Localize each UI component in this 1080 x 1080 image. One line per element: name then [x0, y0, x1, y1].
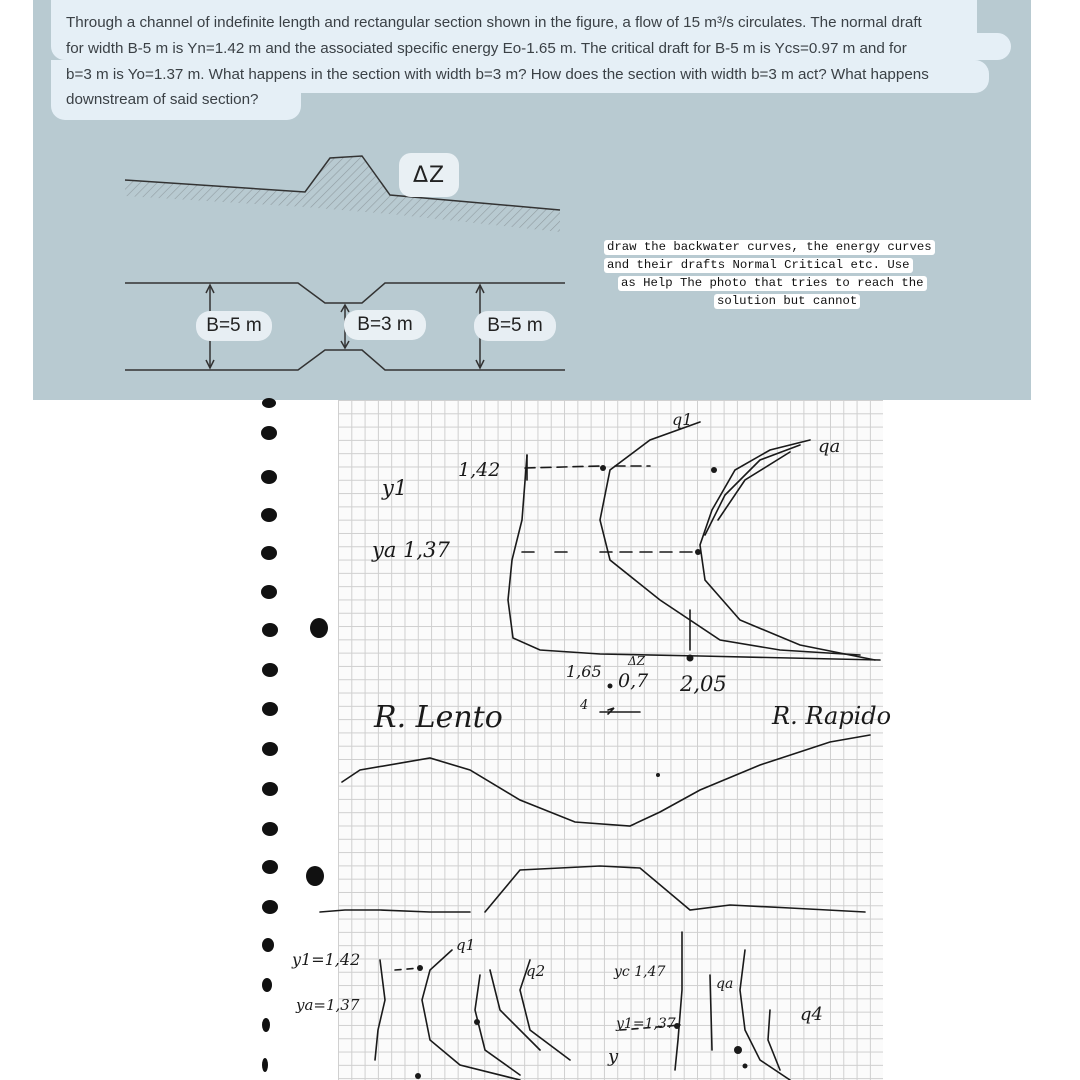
- hw-bottom-qa: qa: [716, 976, 734, 992]
- hw-qa-top: qa: [818, 436, 841, 457]
- hw-regime-slow: R. Lento: [374, 700, 503, 735]
- note-line-2: and their drafts Normal Critical etc. Use: [604, 258, 913, 273]
- note-line-4: solution but cannot: [714, 294, 860, 309]
- width-label-right: B=5 m: [474, 311, 556, 341]
- question-line-1: Through a channel of indefinite length and rectangular section shown in the figure, a flow of 15 m³/s circulates. The normal draft: [66, 14, 922, 31]
- hw-e165: 1,65: [566, 662, 602, 681]
- hw-bottom-y1b: y1=1,37: [616, 1016, 676, 1032]
- hw-e07: 0,7: [618, 670, 649, 692]
- note-line-1: draw the backwater curves, the energy curves: [604, 240, 935, 255]
- hw-y1-value: 1,42: [458, 459, 501, 481]
- hw-bottom-q2: q2: [526, 962, 546, 980]
- hw-dz: ΔZ: [628, 654, 646, 668]
- hw-q1-top: q1: [672, 410, 693, 429]
- hw-ya-label: ya 1,37: [372, 538, 450, 562]
- delta-z-label: ΔZ: [399, 153, 459, 197]
- note-line-3: as Help The photo that tries to reach the: [618, 276, 927, 291]
- question-line-4: downstream of said section?: [66, 91, 259, 108]
- hw-arrow4: 4: [580, 698, 589, 713]
- hw-e205: 2,05: [680, 672, 727, 696]
- hw-bottom-q4: q4: [800, 1004, 823, 1025]
- question-line-3: b=3 m is Yo=1.37 m. What happens in the section with width b=3 m? How does the section with width b=3 m act? What happens: [66, 66, 929, 83]
- hw-y1-label: y1: [382, 476, 408, 500]
- hw-regime-fast: R. Rapido: [772, 702, 892, 730]
- hw-bottom-q1: q1: [456, 936, 476, 954]
- width-label-middle: B=3 m: [344, 310, 426, 340]
- hw-bottom-ya: ya=1,37: [296, 996, 360, 1014]
- width-label-left: B=5 m: [196, 311, 272, 341]
- hw-bottom-yc: yc 1,47: [614, 964, 666, 980]
- hw-bottom-y: y: [608, 1046, 619, 1067]
- question-line-2: for width B-5 m is Yn=1.42 m and the associated specific energy Eo-1.65 m. The critical draft for B-5 m is Ycs=0.97 m and for: [66, 40, 907, 57]
- hw-bottom-y1: y1=1,42: [292, 950, 361, 969]
